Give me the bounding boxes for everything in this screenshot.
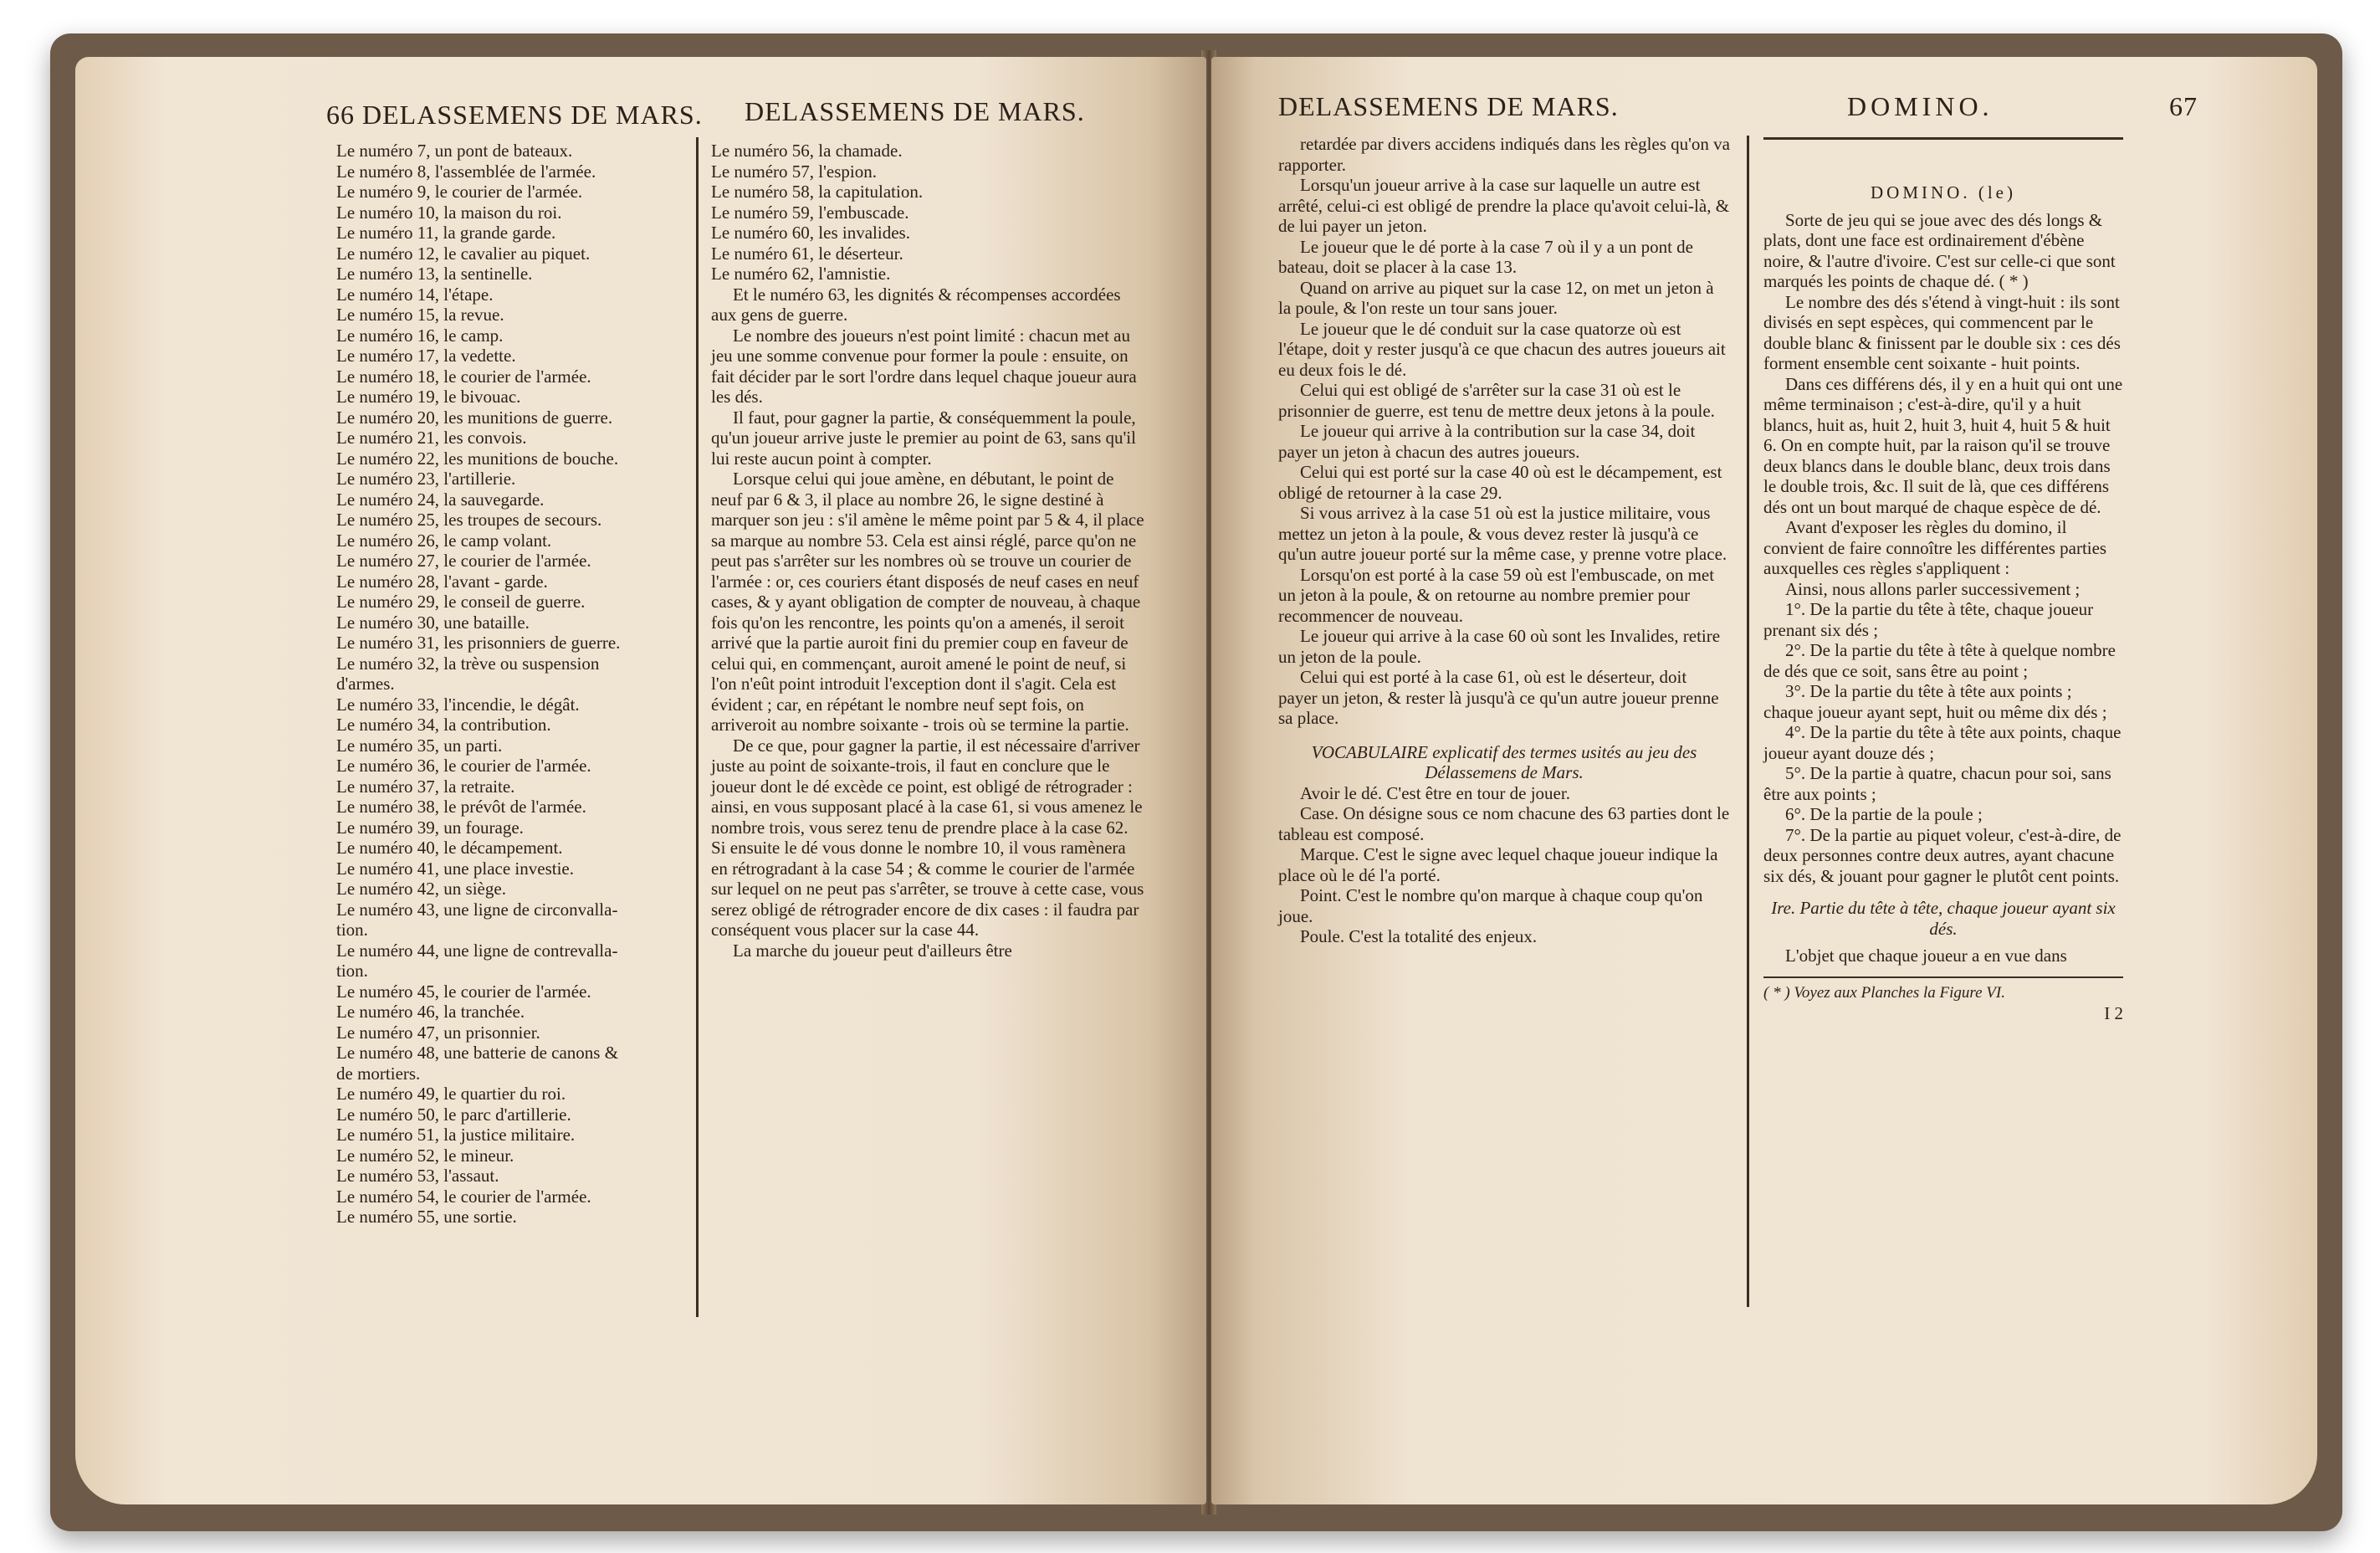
vocabulary-item: Avoir le dé. C'est être en tour de jouer. — [1300, 782, 1570, 803]
footnote: ( * ) Voyez aux Planches la Figure VI. — [1763, 983, 2005, 1002]
list-line: Le numéro 28, l'avant - garde. — [336, 571, 548, 592]
right-page — [1211, 57, 2317, 1504]
list-line: Le numéro 61, le déserteur. — [711, 243, 903, 264]
left-page — [75, 57, 1206, 1504]
paragraph: Lorsqu'un joueur arrive à la case sur laquelle un autre est arrêté, celui-ci est obligé de prendre la place qu'avoit celui-là, & de lui payer un jeton. — [1278, 175, 1730, 236]
list-line: Le numéro 15, la revue. — [336, 305, 504, 325]
right-column-divider — [1747, 136, 1749, 1307]
list-line: Le numéro 46, la tranchée. — [336, 1002, 525, 1022]
list-line: Le numéro 35, un parti. — [336, 735, 503, 756]
left-column-divider — [696, 137, 699, 1317]
list-line: Le numéro 51, la justice militaire. — [336, 1125, 576, 1145]
list-line: Le numéro 17, la vedette. — [336, 346, 516, 366]
paragraph: Si vous arrivez à la case 51 où est la justice militaire, vous mettez un jeton à la poule, & vous devez rester là jusqu'à ce qu'un autre joueur porté sur la même case, y prenne votre place. — [1278, 503, 1727, 564]
paragraph: Celui qui est obligé de s'arrêter sur la case 31 où est le prisonnier de guerre, est tenu de mettre deux jetons à la poule. — [1278, 380, 1715, 421]
paragraph: Lorsque celui qui joue amène, en débutant, le point de neuf par 6 & 3, il place au nombre 26, le signe destiné à marquer son jeu : s'il amène le même point par 5 & 4, il place sa marque au nombre 53. Cela est ainsi réglé, parce qu'on ne peut pas s'arrêter sur les nombres où se trouve un courier de l'armée : or, ces couriers étant disposés de neuf cases en neuf cases, & y ayant obligation de compter de nouveau, à chaque fois qu'on les rencontre, les points qu'on a amenés, il seroit arrivé que la partie auroit fini du premier coup en faveur de celui qui, en commençant, auroit amené le point de neuf, si l'on n'eût point introduit l'exception dont il s'agit. Cela est évident ; car, en répétant le nombre neuf sept fois, on arriveroit au nombre soixante - trois où se termine la partie. — [711, 469, 1144, 735]
open-book — [50, 33, 2342, 1531]
list-line: Le numéro 50, le parc d'artillerie. — [336, 1104, 571, 1125]
list-line: Le numéro 39, un fourage. — [336, 817, 524, 838]
signature-mark: I 2 — [2104, 1003, 2123, 1023]
list-line: d'armes. — [336, 674, 395, 694]
list-line: Le numéro 8, l'assemblée de l'armée. — [336, 161, 596, 182]
footnote-rule — [1763, 976, 2123, 978]
paragraph: Ainsi, nous allons parler successivement ; — [1785, 578, 2081, 599]
list-line: Le numéro 32, la trève ou suspension — [336, 653, 600, 674]
list-line: Le numéro 18, le courier de l'armée. — [336, 366, 591, 387]
list-item: 6°. De la partie de la poule ; — [1785, 804, 1983, 824]
list-line: Le numéro 47, un prisonnier. — [336, 1022, 540, 1043]
list-item: 5°. De la partie à quatre, chacun pour soi, sans être aux points ; — [1763, 763, 2111, 804]
list-line: Le numéro 27, le courier de l'armée. — [336, 551, 591, 571]
left-page-column-1 — [336, 141, 688, 1228]
list-line: Le numéro 11, la grande garde. — [336, 223, 556, 243]
right-page-header-left: DELASSEMENS DE MARS. — [1278, 91, 1619, 121]
right-page-header-right: DOMINO. — [1847, 91, 1994, 121]
right-page-number: 67 — [2169, 91, 2198, 121]
paragraph: Avant d'exposer les règles du domino, il convient de faire connoître les différentes parties auxquelles ces règles s'appliquent : — [1763, 517, 2107, 578]
list-line: Le numéro 13, la sentinelle. — [336, 264, 533, 284]
paragraph: Le joueur qui arrive à la contribution sur la case 34, doit payer un jeton à chacun des autres joueurs. — [1278, 421, 1696, 462]
list-line: Le numéro 48, une batterie de canons & — [336, 1043, 619, 1063]
list-line: Le numéro 45, le courier de l'armée. — [336, 981, 591, 1002]
list-line: Le numéro 23, l'artillerie. — [336, 469, 516, 489]
paragraph: Le nombre des joueurs n'est point limité : chacun met au jeu une somme convenue pour former la poule : ensuite, on fait décider par le sort l'ordre dans lequel chaque joueur aura les dés. — [711, 325, 1137, 407]
paragraph: Le joueur que le dé conduit sur la case quatorze où est l'étape, doit y rester jusqu'à ce que chacun des autres joueurs ait eu deux fois le dé. — [1278, 318, 1726, 380]
list-line: Le numéro 49, le quartier du roi. — [336, 1084, 566, 1104]
list-line: Le numéro 9, le courier de l'armée. — [336, 182, 583, 202]
list-item: 1°. De la partie du tête à tête, chaque joueur prenant six dés ; — [1763, 599, 2094, 640]
list-item: 3°. De la partie du tête à tête aux points ; chaque joueur ayant sept, huit ou même dix dés ; — [1763, 681, 2107, 722]
paragraph: Celui qui est porté à la case 61, où est le déserteur, doit payer un jeton, & rester là jusqu'à ce qu'un autre joueur prenne sa place. — [1278, 667, 1719, 728]
list-line: Le numéro 60, les invalides. — [711, 223, 910, 243]
list-line: Le numéro 54, le courier de l'armée. — [336, 1186, 591, 1207]
section-heading: Ire. Partie du tête à tête, chaque joueur ayant six dés. — [1771, 898, 2116, 939]
paragraph: Le nombre des dés s'étend à vingt-huit : ils sont divisés en sept espèces, qui commencent par le double blanc & finissent par le double six : ces dés forment ensemble cent soixante - huit points. — [1763, 291, 2121, 373]
rules-text — [711, 284, 1146, 961]
list-line: Le numéro 30, une bataille. — [336, 612, 530, 633]
paragraph: Dans ces différens dés, il y en a huit qui ont une même terminaison ; c'est-à-dire, qu'il y a huit blancs, huit as, huit 2, huit 3, huit 4, huit 5 & huit 6. On en compte huit, par la raison qu'il se trouve deux blancs dans le double blanc, deux trois dans le double trois, &c. Il suit de là, que ces différens dés ont un bout marqué de chaque espèce de dé. — [1763, 373, 2123, 517]
list-line: Le numéro 43, une ligne de circonvalla- — [336, 899, 618, 920]
list-line: Le numéro 42, un siège. — [336, 879, 506, 899]
list-line: Le numéro 56, la chamade. — [711, 141, 903, 161]
paragraph: Quand on arrive au piquet sur la case 12, on met un jeton à la poule, & l'on reste un tour sans jouer. — [1278, 277, 1714, 318]
list-line: Le numéro 58, la capitulation. — [711, 182, 924, 202]
paragraph: Et le numéro 63, les dignités & récompenses accordées aux gens de guerre. — [711, 284, 1121, 325]
rules-continued — [1278, 134, 1730, 729]
list-line: Le numéro 20, les munitions de guerre. — [336, 407, 613, 428]
list-line: Le numéro 10, la maison du roi. — [336, 202, 562, 223]
numero-list-continued — [711, 141, 1146, 284]
list-line: Le numéro 52, le mineur. — [336, 1145, 514, 1166]
left-page-header-right: DELASSEMENS DE MARS. — [745, 96, 1085, 126]
list-line: de mortiers. — [336, 1063, 421, 1084]
vocabulary-item: Case. On désigne sous ce nom chacune des 63 parties dont le tableau est composé. — [1278, 803, 1730, 844]
paragraph: La marche du joueur peut d'ailleurs être — [733, 940, 1012, 961]
vocabulary-list — [1278, 783, 1730, 947]
domino-title: DOMINO. (le) — [1871, 182, 2016, 202]
paragraph: Le joueur que le dé porte à la case 7 où il y a un pont de bateau, doit se placer à la case 13. — [1278, 236, 1693, 277]
list-line: Le numéro 62, l'amnistie. — [711, 264, 891, 284]
list-line: Le numéro 44, une ligne de contrevalla- — [336, 940, 618, 961]
left-page-header-left — [326, 99, 795, 131]
list-line: Le numéro 37, la retraite. — [336, 776, 515, 797]
list-line: tion. — [336, 920, 368, 940]
paragraph: De ce que, pour gagner la partie, il est nécessaire d'arriver juste au point de soixante-trois, il faut en conclure que le joueur dont le dé excède ce point, est obligé de rétrograder : ainsi, en vous supposant placé à la case 61, si vous amenez le nombre trois, vous serez tenu de prendre place à la case 62. Si ensuite le dé vous donne le nombre 10, il vous ramènera en rétrogradant à la case 54 ; & comme le courier de l'armée sur lequel on ne peut pas s'arrêter, se trouve à cette case, vous serez obligé de rétrograder encore de dix cases : il faudra par conséquent vous placer sur la case 44. — [711, 735, 1144, 940]
list-line: Le numéro 19, le bivouac. — [336, 387, 521, 407]
list-item: 4°. De la partie du tête à tête aux points, chaque joueur ayant douze dés ; — [1763, 722, 2122, 763]
domino-head-rule — [1763, 137, 2123, 140]
paragraph: Lorsqu'on est porté à la case 59 où est l'embuscade, on met un jeton à la poule, & on retourne au nombre premier pour recommencer de nouveau. — [1278, 564, 1715, 626]
list-line: Le numéro 21, les convois. — [336, 428, 527, 448]
list-line: Le numéro 40, le décampement. — [336, 838, 563, 858]
vocabulary-item: Marque. C'est le signe avec lequel chaque joueur indique la place où le dé l'a porté. — [1278, 844, 1718, 885]
vocabulary-item: Point. C'est le nombre qu'on marque à chaque coup qu'on joue. — [1278, 885, 1703, 926]
list-line: Le numéro 25, les troupes de secours. — [336, 510, 602, 530]
list-item: 2°. De la partie du tête à tête à quelque nombre de dés que ce soit, sans être au point ; — [1763, 640, 2116, 681]
list-line: Le numéro 16, le camp. — [336, 325, 504, 346]
list-line: Le numéro 24, la sauvegarde. — [336, 489, 545, 510]
list-line: Le numéro 26, le camp volant. — [336, 530, 552, 551]
list-line: Le numéro 31, les prisonniers de guerre. — [336, 633, 621, 653]
list-line: Le numéro 53, l'assaut. — [336, 1166, 499, 1186]
list-line: tion. — [336, 961, 368, 981]
list-line: Le numéro 34, la contribution. — [336, 715, 551, 735]
right-page-column-2 — [1763, 182, 2123, 1024]
list-line: Le numéro 57, l'espion. — [711, 161, 877, 182]
last-line: L'objet que chaque joueur a en vue dans — [1785, 946, 2067, 966]
list-line: Le numéro 59, l'embuscade. — [711, 202, 909, 223]
paragraph: Il faut, pour gagner la partie, & conséquemment la poule, qu'un joueur arrive juste le premier au point de 63, sans qu'il lui reste aucun point à compter. — [711, 407, 1136, 469]
paragraph: retardée par divers accidens indiqués dans les règles qu'on va rapporter. — [1278, 134, 1731, 175]
list-line: Le numéro 33, l'incendie, le dégât. — [336, 694, 580, 715]
list-line: Le numéro 22, les munitions de bouche. — [336, 448, 619, 469]
paragraph: Sorte de jeu qui se joue avec des dés longs & plats, dont une face est ordinairement d'ébène noire, & l'autre d'ivoire. C'est sur celle-ci que sont marqués les points de chaque dé. ( * ) — [1763, 209, 2116, 291]
list-line: Le numéro 41, une place investie. — [336, 858, 574, 879]
list-line: Le numéro 55, une sortie. — [336, 1207, 517, 1227]
domino-intro — [1763, 210, 2123, 600]
paragraph: Celui qui est porté sur la case 40 où est le décampement, est obligé de retourner à la case 29. — [1278, 462, 1722, 503]
left-page-column-2 — [711, 141, 1146, 961]
list-item: 7°. De la partie au piquet voleur, c'est-à-dire, de deux personnes contre deux autres, ayant chacune six dés, & jouant pour gagner le plutôt cent points. — [1763, 824, 2122, 886]
vocabulary-title: VOCABULAIRE explicatif des termes usités au jeu des Délassemens de Mars. — [1311, 741, 1697, 782]
domino-parties-list — [1763, 599, 2123, 886]
left-page-running-head: DELASSEMENS DE MARS. — [362, 100, 703, 130]
right-page-column-1 — [1278, 134, 1730, 947]
left-page-number: 66 — [326, 100, 355, 130]
list-line: Le numéro 14, l'étape. — [336, 284, 494, 305]
list-line: Le numéro 36, le courier de l'armée. — [336, 756, 591, 776]
list-line: Le numéro 7, un pont de bateaux. — [336, 141, 573, 161]
vocabulary-item: Poule. C'est la totalité des enjeux. — [1300, 926, 1538, 946]
list-line: Le numéro 12, le cavalier au piquet. — [336, 243, 591, 264]
list-line: Le numéro 29, le conseil de guerre. — [336, 592, 586, 612]
list-line: Le numéro 38, le prévôt de l'armée. — [336, 797, 586, 817]
paragraph: Le joueur qui arrive à la case 60 où sont les Invalides, retire un jeton de la poule. — [1278, 626, 1721, 667]
